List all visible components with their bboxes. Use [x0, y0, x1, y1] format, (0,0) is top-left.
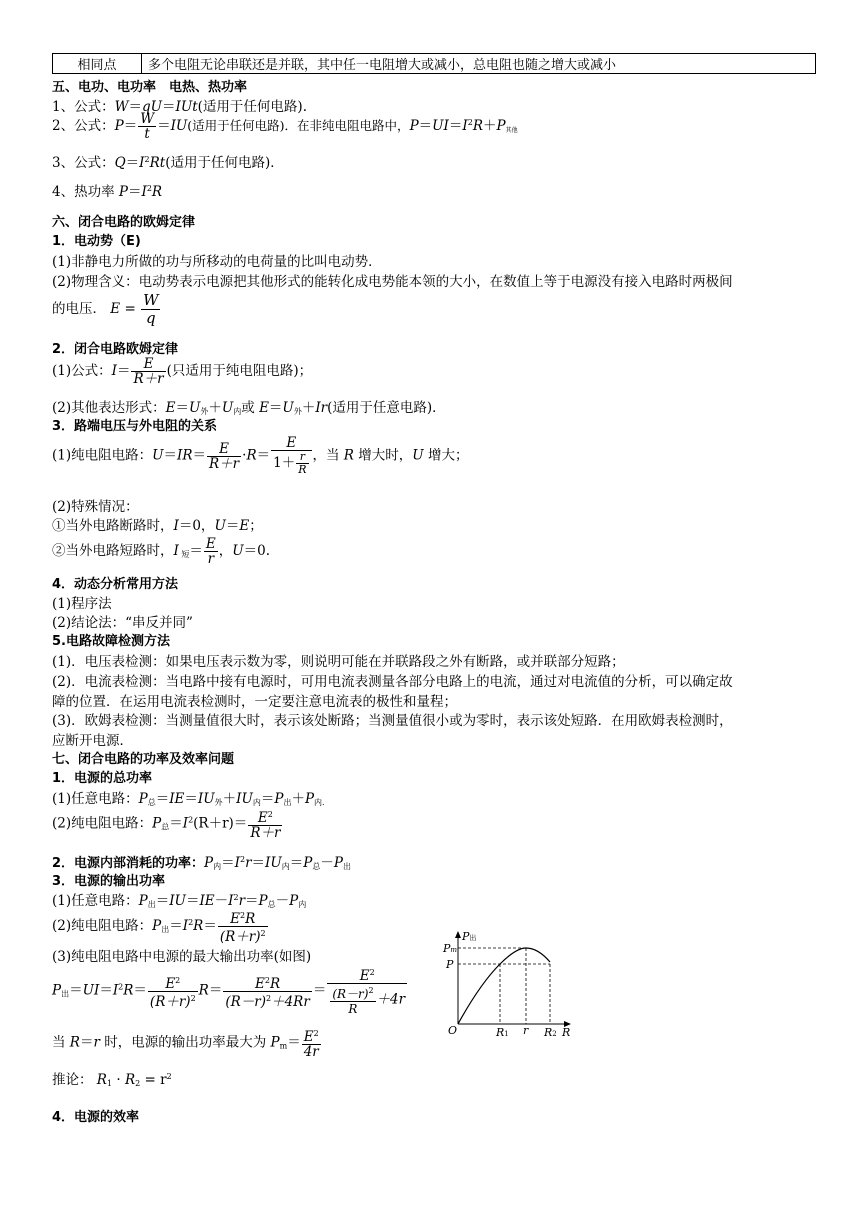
- s7-heading-3: 3．电源的输出功率: [52, 874, 166, 889]
- s6-fault-2: (2)．电流表检测：当电路中接有电源时，可用电流表测量各部分电路上的电流，通过对电流值的分析，可以确定故: [52, 674, 733, 690]
- s7-total-power-any: (1)任意电路：$P_总=IE=IU_外+IU_内=P_出+P_{内.}$: [52, 791, 325, 807]
- comparison-table: [52, 53, 816, 74]
- s7-output-power-pure: (2)纯电阻电路：$P_出=I^2R=$ $\frac{E^2R}{(R+r)^2}$: [52, 911, 266, 945]
- s7-max-output-formula: $P_出=UI=I^2R=$ $\frac{E^2}{(R+r)^2}$ R＝ $\frac{E^2R}{(R-r)^2+4Rr}$ ＝ $E^2$ $\frac{(R-r)^2}{R}$ ＋4r: [52, 968, 406, 1016]
- r1-label: R1: [496, 1026, 509, 1038]
- s6-special-cases: (2)特殊情况：: [52, 499, 139, 515]
- x-axis-label: R: [562, 1026, 571, 1038]
- s6-heading-5: 5.电路故障检测方法: [52, 634, 170, 649]
- power-curve: [458, 948, 550, 1024]
- s6-heading-1: 1．电动势（E): [52, 234, 141, 249]
- r-label: r: [523, 1024, 529, 1037]
- s6-para-3: 的电压． E = $\frac{W}{q}$: [52, 291, 159, 327]
- s7-heading-4: 4．电源的效率: [52, 1110, 140, 1125]
- table-label-cell: 相同点: [53, 54, 142, 74]
- y-axis-label: P出: [462, 930, 477, 943]
- s7-internal-power: 2．电源内部消耗的功率：$P_内=I^2r=IU_内=P_总-P_出$: [52, 855, 351, 871]
- s7-max-output-heading: (3)纯电阻电路中电源的最大输出功率(如图): [52, 949, 312, 965]
- table-row: [53, 54, 816, 74]
- s6-heading-2: 2．闭合电路欧姆定律: [52, 342, 179, 357]
- s6-terminal-voltage: (1)纯电阻电路：U＝IR＝ $\frac{E}{R+r}$ ·R＝ E 1＋ $\frac{r}{R}$ ，当 R 增大时，U 增大；: [52, 435, 469, 476]
- s6-fault-3-cont: 应断开电源．: [52, 733, 133, 749]
- s5-line-2: 2、公式：P＝ $\frac{W}{t}$ ＝IU(适用于任何电路)．在非纯电阻电路中，$P=UI=I^2R+P_{其他}$: [52, 111, 518, 142]
- y-axis-arrow: [455, 931, 461, 938]
- s6-short-circuit: ②当外电路短路时，I $_短$＝ $\frac{E}{r}$ ，U＝0.: [52, 536, 271, 567]
- s6-open-circuit: ①当外电路断路时，I＝0，U＝E；: [52, 518, 263, 534]
- section-6-title: 六、闭合电路的欧姆定律: [52, 215, 196, 230]
- s6-para-1: (1)非静电力所做的功与所移动的电荷量的比叫电动势．: [52, 254, 382, 270]
- s6-formula-2: (2)其他表达形式：$E=U_外+U_内$或 $E=U_外+Ir$(适用于任意电路)．: [52, 400, 446, 416]
- s6-method-2: (2)结论法：“串反并同”: [52, 615, 193, 631]
- s6-para-2: (2)物理含义：电动势表示电源把其他形式的能转化成电势能本领的大小，在数值上等于电源没有接入电路时两极间: [52, 274, 733, 290]
- s6-formula-1: (1)公式：I＝ $\frac{E}{R+r}$ (只适用于纯电阻电路)；: [52, 356, 313, 387]
- pm-label: Pm: [443, 942, 458, 955]
- output-power-graph: [440, 928, 580, 1038]
- origin-label: O: [448, 1024, 458, 1037]
- s5-line-3: 3、公式：$Q=I^2Rt$(适用于任何电路)．: [52, 155, 284, 171]
- s5-line-1: 1、公式：W＝qU＝IUt(适用于任何电路).: [52, 99, 307, 115]
- s7-heading-1: 1．电源的总功率: [52, 771, 153, 786]
- table-content-cell: 多个电阻无论串联还是并联，其中任一电阻增大或减小，总电阻也随之增大或减小: [142, 54, 816, 74]
- s7-corollary: 推论： $R_1 \cdot R_2 = r^2$: [52, 1072, 172, 1088]
- s6-method-1: (1)程序法: [52, 596, 112, 612]
- s5-line-4: 4、热功率 $P=I^2R$: [52, 184, 163, 200]
- s6-fault-1: (1)．电压表检测：如果电压表示数为零，则说明可能在并联路段之外有断路，或并联部分短路；: [52, 654, 625, 670]
- section-5-title: 五、电功、电功率 电热、热功率: [52, 80, 248, 95]
- s6-heading-3: 3．路端电压与外电阻的关系: [52, 419, 218, 434]
- s6-heading-4: 4．动态分析常用方法: [52, 577, 179, 592]
- s6-fault-3: (3)．欧姆表检测：当测量值很大时，表示该处断路；当测量值很小或为零时，表示该处短路．在用欧姆表检测时，: [52, 713, 733, 729]
- p-label: P: [446, 958, 454, 971]
- s7-output-power-any: (1)任意电路：$P_出=IU=IE-I^2r=P_总-P_内$: [52, 893, 307, 909]
- s7-total-power-pure: (2)纯电阻电路：$P_总=I^2(R+r)=$ $\frac{E^2}{R+r}$: [52, 810, 281, 841]
- s6-fault-2-cont: 障的位置．在运用电流表检测时，一定要注意电流表的极性和量程；: [52, 694, 457, 710]
- section-7-title: 七、闭合电路的功率及效率问题: [52, 752, 235, 767]
- s7-max-condition: 当 R＝r 时，电源的输出功率最大为 $P_m=$ $\frac{E^2}{4r}$: [52, 1029, 319, 1060]
- r2-label: R2: [544, 1026, 557, 1038]
